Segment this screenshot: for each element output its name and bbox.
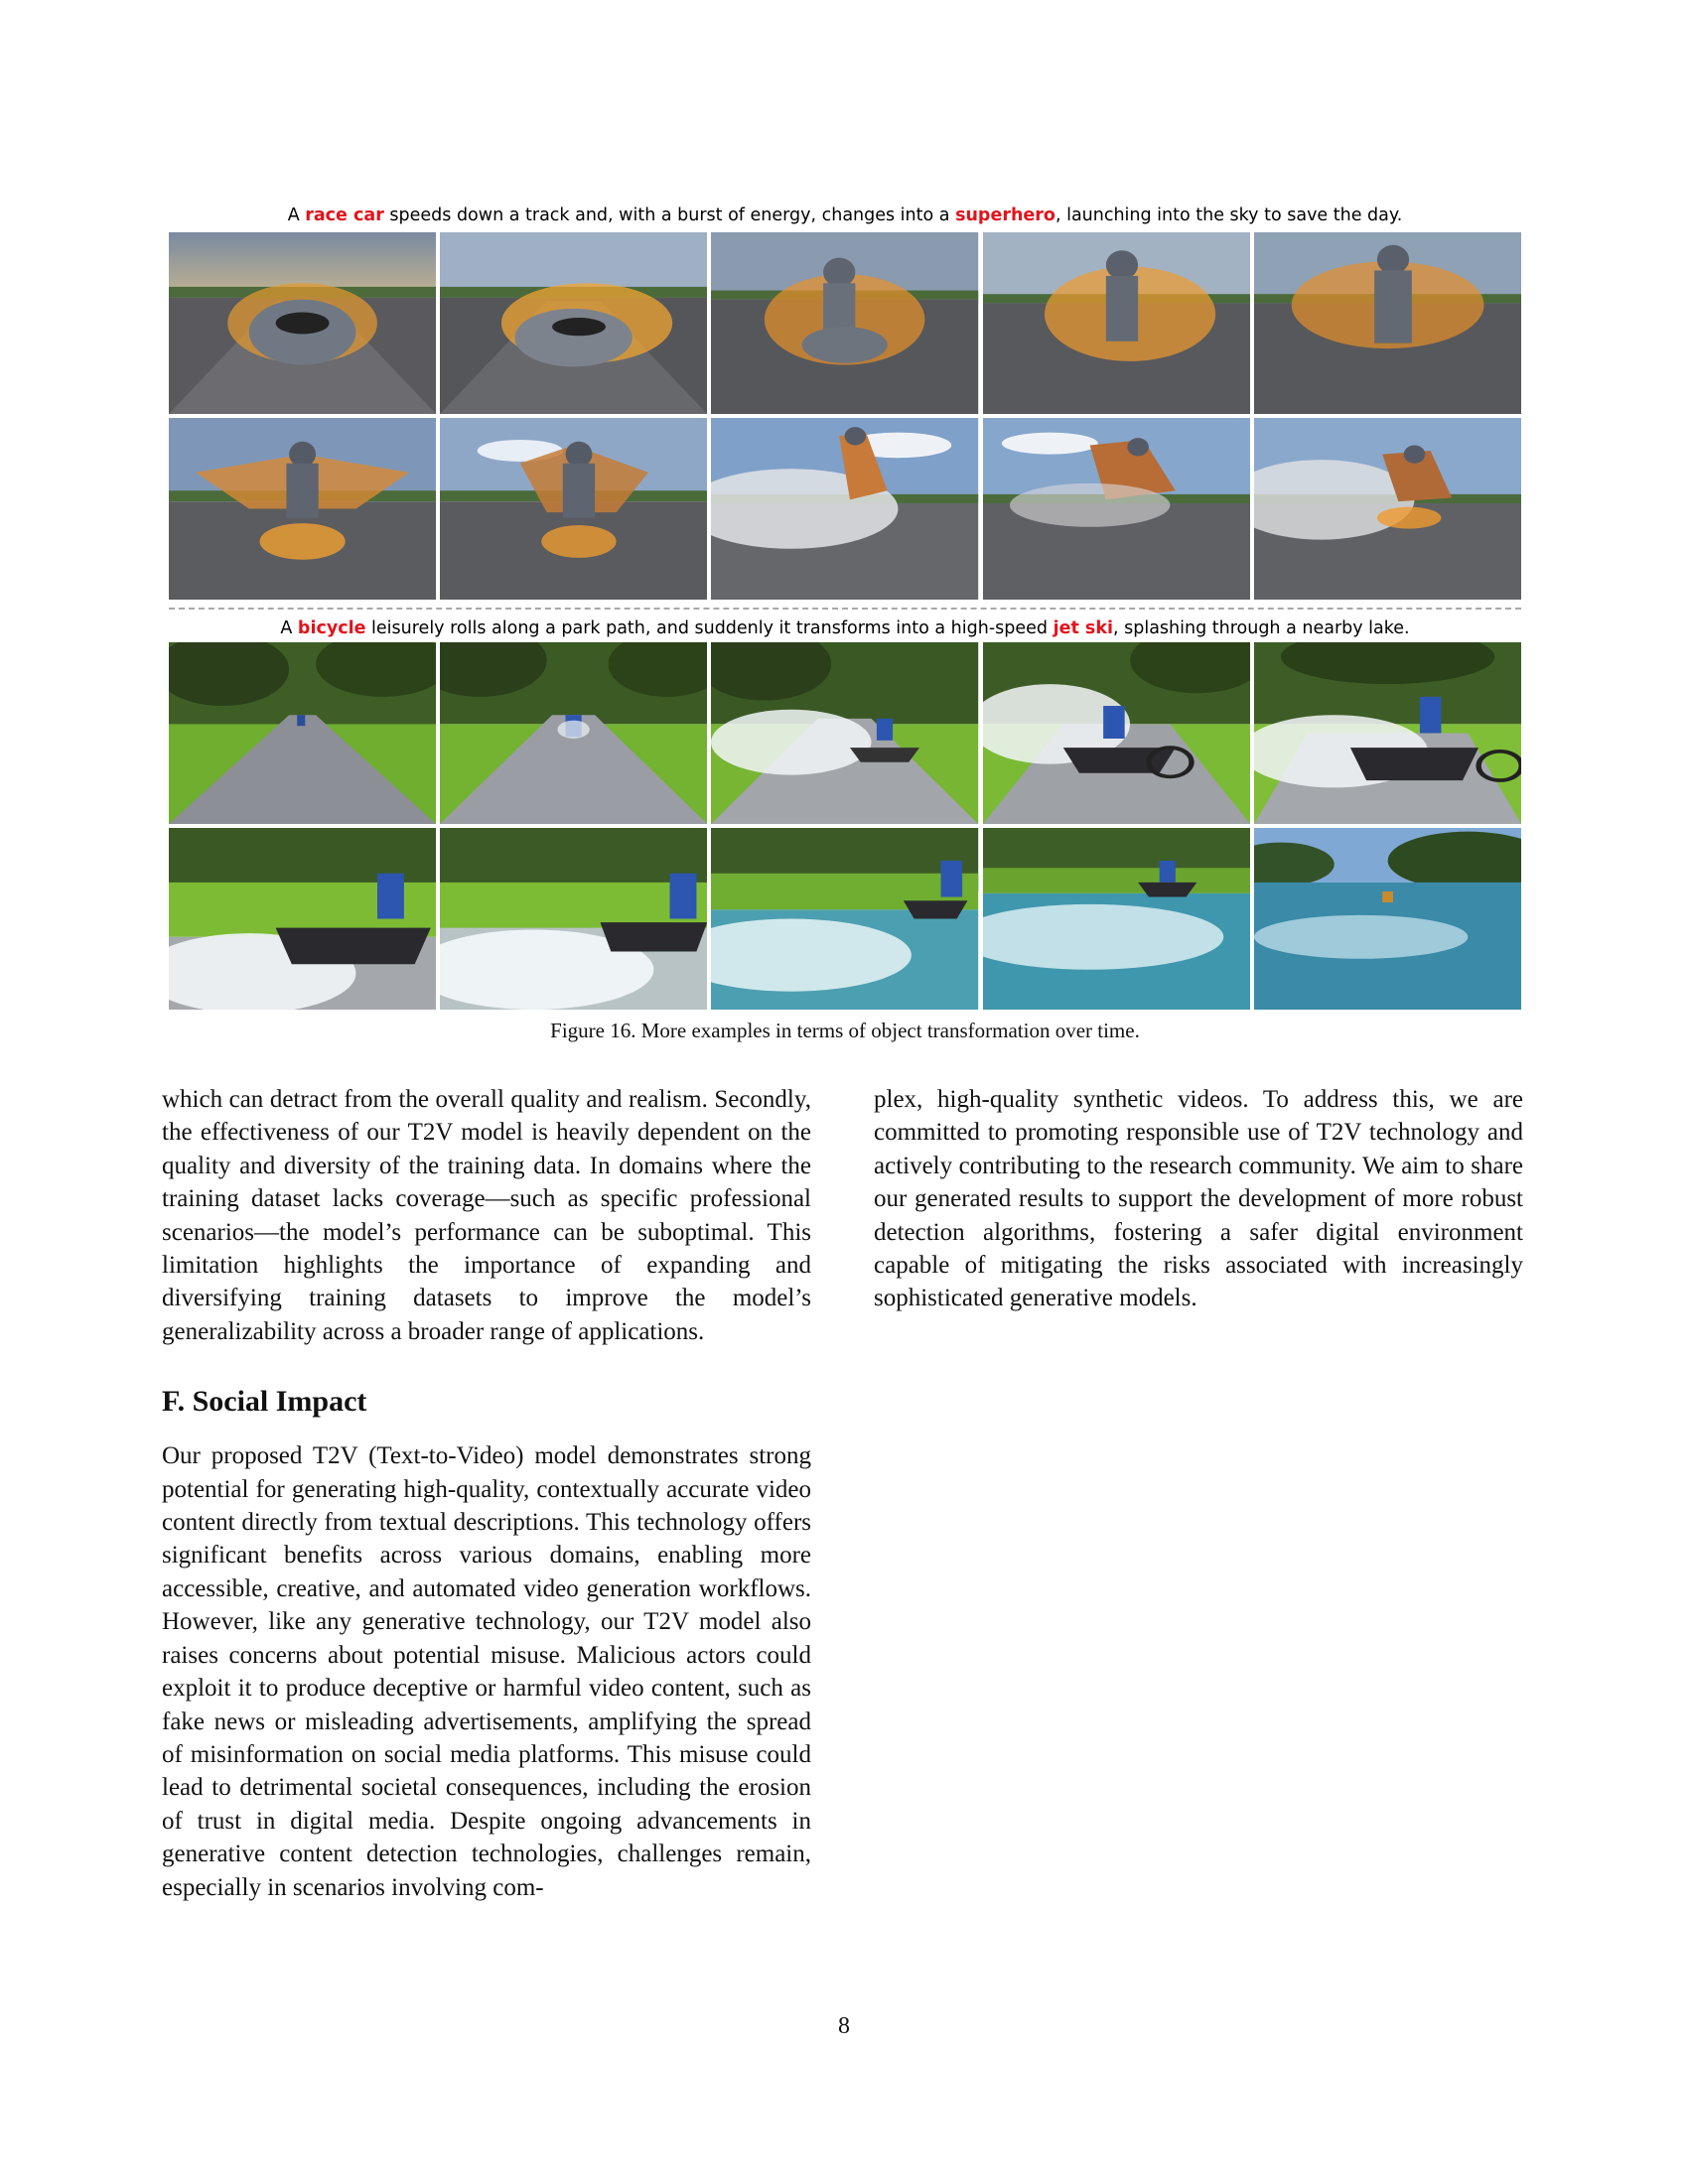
prompt-text: leisurely rolls along a park path, and suddenly it transforms into a high-speed: [365, 618, 1054, 638]
prompt-text: A: [280, 618, 298, 638]
video-frame: [711, 232, 978, 414]
video-frame: [983, 418, 1250, 600]
left-column: [162, 1083, 811, 1904]
video-frame: [440, 828, 707, 1010]
video-frame: [711, 828, 978, 1010]
right-column: [874, 1083, 1523, 1315]
prompt-highlight: race car: [305, 205, 384, 225]
figure-caption: Figure 16. More examples in terms of object transformation over time.: [550, 1019, 1140, 1042]
prompt-highlight: bicycle: [297, 618, 366, 638]
video-frame: [711, 418, 978, 600]
prompt-highlight: jet ski: [1053, 618, 1113, 638]
video-frame: [440, 418, 707, 600]
video-frame: [1254, 828, 1521, 1010]
video-frame: [1254, 642, 1521, 824]
video-frame: [711, 642, 978, 824]
video-frame: [983, 828, 1250, 1010]
bicycle-frames: [169, 642, 1521, 1010]
video-frame: [983, 642, 1250, 824]
video-frame: [169, 232, 436, 414]
video-frame: [440, 642, 707, 824]
paragraph: which can detract from the overall quality and realism. Secondly, the effectiveness of our T2V model is heavily dependent on the quality and diversity of the training data. In domains where the training dataset lacks coverage—such as specific professional scenarios—the model’s performance can be suboptimal. This limitation highlights the importance of expanding and diversifying training datasets to improve the model’s generalizability across a broader range of applications.: [162, 1086, 811, 1345]
prompt-race-car: [169, 205, 1521, 226]
figure-divider: [169, 608, 1521, 610]
page-number: 8: [838, 2013, 850, 2039]
paragraph: plex, high-quality synthetic videos. To address this, we are committed to promoting responsible use of T2V technology and actively contributing to the research community. We aim to share our generated results to support the development of more robust detection algorithms, fostering a safer digital environment capable of mitigating the risks associated with increasingly sophisticated generative models.: [874, 1086, 1523, 1312]
video-frame: [440, 232, 707, 414]
video-frame: [1254, 232, 1521, 414]
video-frame: [169, 828, 436, 1010]
prompt-text: speeds down a track and, with a burst of energy, changes into a: [383, 205, 956, 225]
race-car-frames: [169, 232, 1521, 600]
video-frame: [983, 232, 1250, 414]
video-frame: [169, 642, 436, 824]
prompt-bicycle: [169, 617, 1521, 639]
prompt-text: , splashing through a nearby lake.: [1112, 618, 1410, 638]
prompt-text: A: [287, 205, 306, 225]
prompt-text: , launching into the sky to save the day.: [1055, 205, 1403, 225]
video-frame: [169, 418, 436, 600]
section-heading: F. Social Impact: [162, 1385, 367, 1419]
prompt-highlight: superhero: [955, 205, 1055, 225]
paragraph: Our proposed T2V (Text-to-Video) model demonstrates strong potential for generating high-quality, contextually accurate video content directly from textual descriptions. This technology offers significant benefits across various domains, enabling more accessible, creative, and automated video generation workflows. However, like any generative technology, our T2V model also raises concerns about potential misuse. Malicious actors could exploit it to produce deceptive or harmful video content, such as fake news or misleading advertisements, amplifying the spread of misinformation on social media platforms. This misuse could lead to detrimental societal consequences, including the erosion of trust in digital media. Despite ongoing advancements in generative content detection technologies, challenges remain, especially in scenarios involving com-: [162, 1442, 811, 1901]
video-frame: [1254, 418, 1521, 600]
